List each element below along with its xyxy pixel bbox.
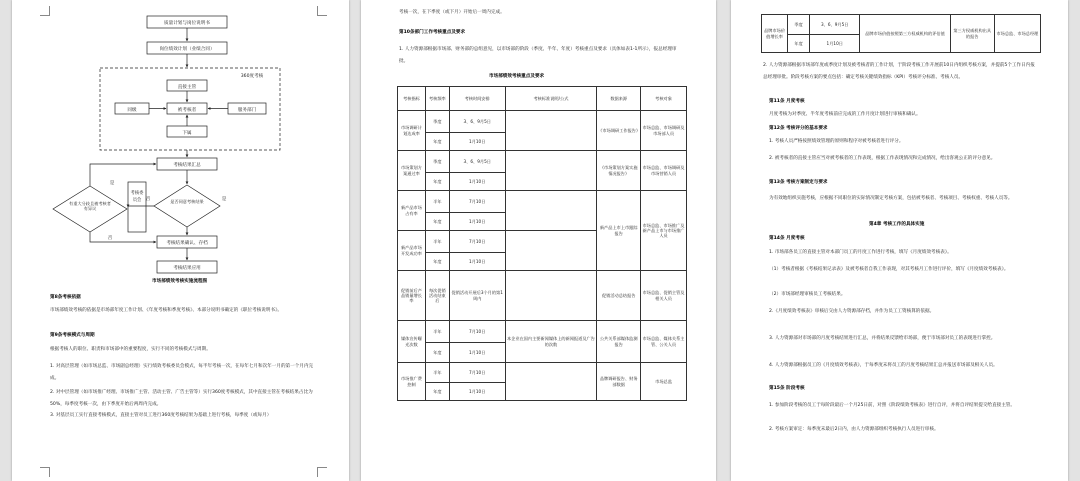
crop-mark <box>40 467 50 477</box>
kpi-header-target: 考核对象 <box>641 87 687 111</box>
p3-line-0: 2. 人力资源部根据市场部年度或季度计划及被考核者的工作计划，于阶段考核工作开展前10日内组织考核方案，并提前5个工作日内报总经理审批。阶段考核方案的要点包括：确定考核关键绩效指标（KPI）考核评分标准、考核人员。 <box>763 63 1035 80</box>
p3-line-2: 月度考核为对季度、半年度考核前应完成的工作月度计划进行审核和确认。 <box>769 112 921 117</box>
p1-line-5: 2. 对中层管理（如市场推广经理、市场推广主管、活动主管、广告主管等）实行360度考核模式，其中直接主管在考核结果占比为50%，每季度考核一次，由下季度开始后两周内完成。 <box>50 390 313 407</box>
kpi-cell-frequency: 季度 <box>425 151 449 173</box>
kpi-cell-frequency: 季度 <box>425 111 449 133</box>
kpi-cell-indicator: 促销前后产品销量增长率 <box>398 271 426 321</box>
p1-line-0: 第8条考核依据 <box>50 295 81 300</box>
kpi-cell-standard <box>505 363 597 401</box>
kpi-cell-source: 《市场策划方案实施情况报告》 <box>597 151 641 191</box>
p3-line-3: 第12条 考核评分的基本要求 <box>769 126 828 131</box>
p3-line-15: 4. 人力资源部根据员工的《月度绩效考核表》，于每季度末将员工的月度考核结果汇总并报送市场部及相关人员。 <box>769 363 998 368</box>
p3-line-8: 第4章 考核工作的具体实施 <box>869 222 925 227</box>
kpi-cell-time: 7月10日 <box>449 191 505 213</box>
kpi-cell-frequency: 年度 <box>425 383 449 401</box>
flow-agree-diamond <box>154 185 220 227</box>
p3-line-1: 第11条 月度考核 <box>769 99 805 104</box>
p1-line-4: 1. 对高层管理（如市场总监、市场副总经理）实行绩效考核委员会模式，每半年考核一次，在每年七月和次年一月的第一个月内完成。 <box>50 364 314 381</box>
kpi-cell-indicator: 新产品市场占有率 <box>398 191 426 231</box>
kpi-cell-standard <box>505 111 597 151</box>
flow-apply-label: 考核结果应用 <box>173 266 201 271</box>
kpi-cell-time: 1月10日 <box>449 343 505 363</box>
flow-right-label: 服务部门 <box>237 108 257 113</box>
kpi-cell-indicator: 品牌市场价值增长率 <box>762 15 788 53</box>
kpi-cell-time: 3、6、9月5日 <box>449 111 505 133</box>
flow-dispute-label: 有重大分歧且被考核者有异议 <box>69 201 111 211</box>
flow-center-label: 被考核者 <box>177 108 197 113</box>
kpi-cell-target: 市场总监 <box>641 363 687 401</box>
flow-contract-label: 岗位绩效计划（业绩合同） <box>159 47 215 52</box>
p1-line-3: 根据考核人的职位、职责和市场部中的重要程度，实行不同的考核模式与周期。 <box>50 347 211 352</box>
p3-line-9: 第14条 月度考核 <box>769 236 805 241</box>
kpi-cell-source: 第三方权威机构出具的报告 <box>950 15 994 53</box>
kpi-cell-standard <box>505 271 597 321</box>
p3-line-13: 2.《月度绩效考核表》审核后交由人力资源部存档，并作为员工工资核算的依据。 <box>769 309 935 314</box>
kpi-cell-source: 促销活动总结报告 <box>597 271 641 321</box>
flow-bottom-label: 下属 <box>182 131 192 136</box>
flow-committee-label: 考核委员会 <box>130 191 144 203</box>
p3-line-18: 2. 考核方案审定：每季度末最后2日内，由人力资源部组织考核执行人员进行审核。 <box>769 427 939 432</box>
p3-line-4: 1. 考核人员严格按照绩效管理的原则和程序对被考核者进行评分。 <box>769 139 904 144</box>
flow-confirm-label: 考核结果确认、存档 <box>166 241 208 246</box>
p3-line-10: 1. 市场部各员工的直接主管对本部门员工的月度工作进行考核，填写《月度绩效考核表》。 <box>769 250 952 255</box>
p3-line-6: 第13条 考核方案制定与要求 <box>769 180 828 185</box>
kpi-cell-time: 1月10日 <box>449 253 505 271</box>
flowchart-caption: 市场部绩效考核实施流程图 <box>152 279 208 284</box>
flow-yes-label-2: 是 <box>221 197 227 202</box>
kpi-cell-standard <box>505 151 597 191</box>
flow-no-label-2: 否 <box>145 197 151 202</box>
kpi-cell-frequency: 半年 <box>425 231 449 253</box>
kpi-header-frequency: 考核频率 <box>425 87 449 111</box>
kpi-cell-indicator: 新产品市场开发成功率 <box>398 231 426 271</box>
performance-flowchart <box>12 0 349 280</box>
flow-left-label: 同级 <box>127 108 137 113</box>
kpi-cell-standard: 本企业在国内主要新闻媒体上的新闻报道及广告的次数 <box>505 321 597 363</box>
kpi-cell-target: 市场总监、媒体关系主管、公关人员 <box>641 321 687 363</box>
p1-line-2: 第9条考核模式与周期 <box>50 333 95 338</box>
flow-360-label: 360度考核 <box>240 74 264 79</box>
document-page-3[interactable] <box>731 0 1068 481</box>
kpi-header-standard: 考核标准说明/公式 <box>505 87 597 111</box>
kpi-cell-frequency: 年度 <box>425 213 449 231</box>
p3-line-7: 为有效地组织实施考核，应根据不同职位的实际情况制定考核方案，包括被考核者、考核项目、考核权重、考核人员等。 <box>769 196 1013 201</box>
flow-agree-label: 是否同意考核结果 <box>170 199 204 204</box>
kpi-cell-standard: 品牌市场价值按照第三方权威机构的评估值 <box>860 15 950 53</box>
p3-line-17: 1. 参加阶段考核的员工于每阶段最后一个月25日前，对照《阶段绩效考核表》进行自评，并将自评结果提交给直接主管。 <box>769 403 1015 408</box>
kpi-table <box>397 86 687 401</box>
kpi-cell-frequency: 半年 <box>425 321 449 343</box>
kpi-cell-time: 3、6、9月5日 <box>810 15 860 35</box>
kpi-cell-source: 新产品上市上市跟踪报告 <box>597 191 641 271</box>
kpi-cell-indicator: 市场策划方案通过率 <box>398 151 426 191</box>
kpi-cell-time: 1月10日 <box>449 383 505 401</box>
p2-line-1: 第10条部门工作考核重点及要求 <box>399 30 466 35</box>
p3-line-14: 3. 人力资源部对市场部的月度考核结果进行汇总，并将结果反馈给市场部，便于市场部对员工的表现进行掌控。 <box>769 336 996 341</box>
kpi-cell-indicator: 市场调研计划达成率 <box>398 111 426 151</box>
kpi-header-source: 数据来源 <box>597 87 641 111</box>
kpi-cell-time: 1月10日 <box>449 173 505 191</box>
kpi-cell-indicator: 媒体宣传曝光次数 <box>398 321 426 363</box>
flow-top-label: 直接主管 <box>177 85 197 90</box>
kpi-cell-frequency: 每次促销活动结束后 <box>425 271 449 321</box>
kpi-cell-source: 品牌调研报告、财务部数据 <box>597 363 641 401</box>
p3-line-12: （2）市场部经理审核员工考核结果。 <box>769 292 846 297</box>
kpi-cell-frequency: 年度 <box>425 173 449 191</box>
kpi-cell-time: 7月10日 <box>449 231 505 253</box>
flow-plan-label: 质量计划与岗位说明书 <box>164 21 210 26</box>
p2-line-2: 1. 人力资源部根据市场部、财务部的总组意见，以市场部的阶段（季度、半年、年度）考核重点及要求（具体如表1-1所示），报总经理审批。 <box>399 47 677 64</box>
kpi-cell-time: 3、6、9月5日 <box>449 151 505 173</box>
kpi-cell-time: 1月10日 <box>810 35 860 53</box>
kpi-header-time: 考核时间安排 <box>449 87 505 111</box>
kpi-cell-frequency: 季度 <box>788 15 810 35</box>
kpi-cell-frequency: 年度 <box>425 133 449 151</box>
kpi-cell-time: 1月10日 <box>449 213 505 231</box>
p3-line-16: 第15条 阶段考核 <box>769 386 805 391</box>
flow-summary-label: 考核结果汇总 <box>173 163 201 168</box>
kpi-cell-standard <box>505 231 597 271</box>
kpi-cell-time: 1月10日 <box>449 133 505 151</box>
kpi-cell-time: 促销活动开展后3个月的第1周内 <box>449 271 505 321</box>
kpi-table-continued <box>761 14 1041 53</box>
kpi-cell-frequency: 年度 <box>425 343 449 363</box>
kpi-cell-target: 市场总监、市场推广及新产品上市与市场推广人员 <box>641 191 687 271</box>
kpi-cell-target: 市场总监、市场总经理 <box>994 15 1040 53</box>
kpi-cell-indicator: 市场推广费控制 <box>398 363 426 401</box>
kpi-cell-frequency: 年度 <box>788 35 810 53</box>
crop-mark <box>317 467 327 477</box>
document-page-2[interactable] <box>361 0 716 481</box>
kpi-cell-source: 公共关系部媒体监测报告 <box>597 321 641 363</box>
kpi-table-title: 市场部绩效考核重点及要求 <box>489 74 545 79</box>
kpi-cell-target: 市场总监、市场调研及市场营销人员 <box>641 151 687 191</box>
p1-line-6: 3. 对基层员工实行直接考核模式，直接主管对员工进行360度考核结果为基础上进行考核，每季度（或每月） <box>50 413 272 418</box>
kpi-cell-frequency: 半年 <box>425 363 449 383</box>
kpi-cell-time: 7月10日 <box>449 363 505 383</box>
kpi-cell-time: 7月10日 <box>449 321 505 343</box>
p3-line-5: 2. 被考核者的直接主管应当对被考核者的工作表现，根据工作表现情况和完成情况，给出客观公正的评分意见。 <box>769 156 996 161</box>
kpi-cell-target: 市场总监、市场调研及市场部人员 <box>641 111 687 151</box>
p2-line-0: 考核一次，在下季度（或下月）开始后一周内完成。 <box>399 10 505 15</box>
kpi-cell-standard <box>505 191 597 231</box>
p3-line-11: （1）考核者根据《考核结果记录表》及被考核者自我工作表现，对其考核月工作进行评价，填写《月度绩效考核表》。 <box>769 267 1009 272</box>
flow-no-label-1: 否 <box>107 236 113 241</box>
flow-yes-label-1: 是 <box>109 181 115 186</box>
kpi-cell-frequency: 半年 <box>425 191 449 213</box>
document-page-1[interactable] <box>12 0 349 481</box>
kpi-cell-frequency: 年度 <box>425 253 449 271</box>
kpi-cell-target: 市场总监、促销主管及相关人员 <box>641 271 687 321</box>
p1-line-1: 市场部绩效考核的依据是市场部年度工作计划、《年度考核和季度考核》、本部分说明书确定的《职位考核说明书》。 <box>50 308 282 313</box>
kpi-header-indicator: 考核指标 <box>398 87 426 111</box>
kpi-cell-source: 《市场调研工作报告》 <box>597 111 641 151</box>
